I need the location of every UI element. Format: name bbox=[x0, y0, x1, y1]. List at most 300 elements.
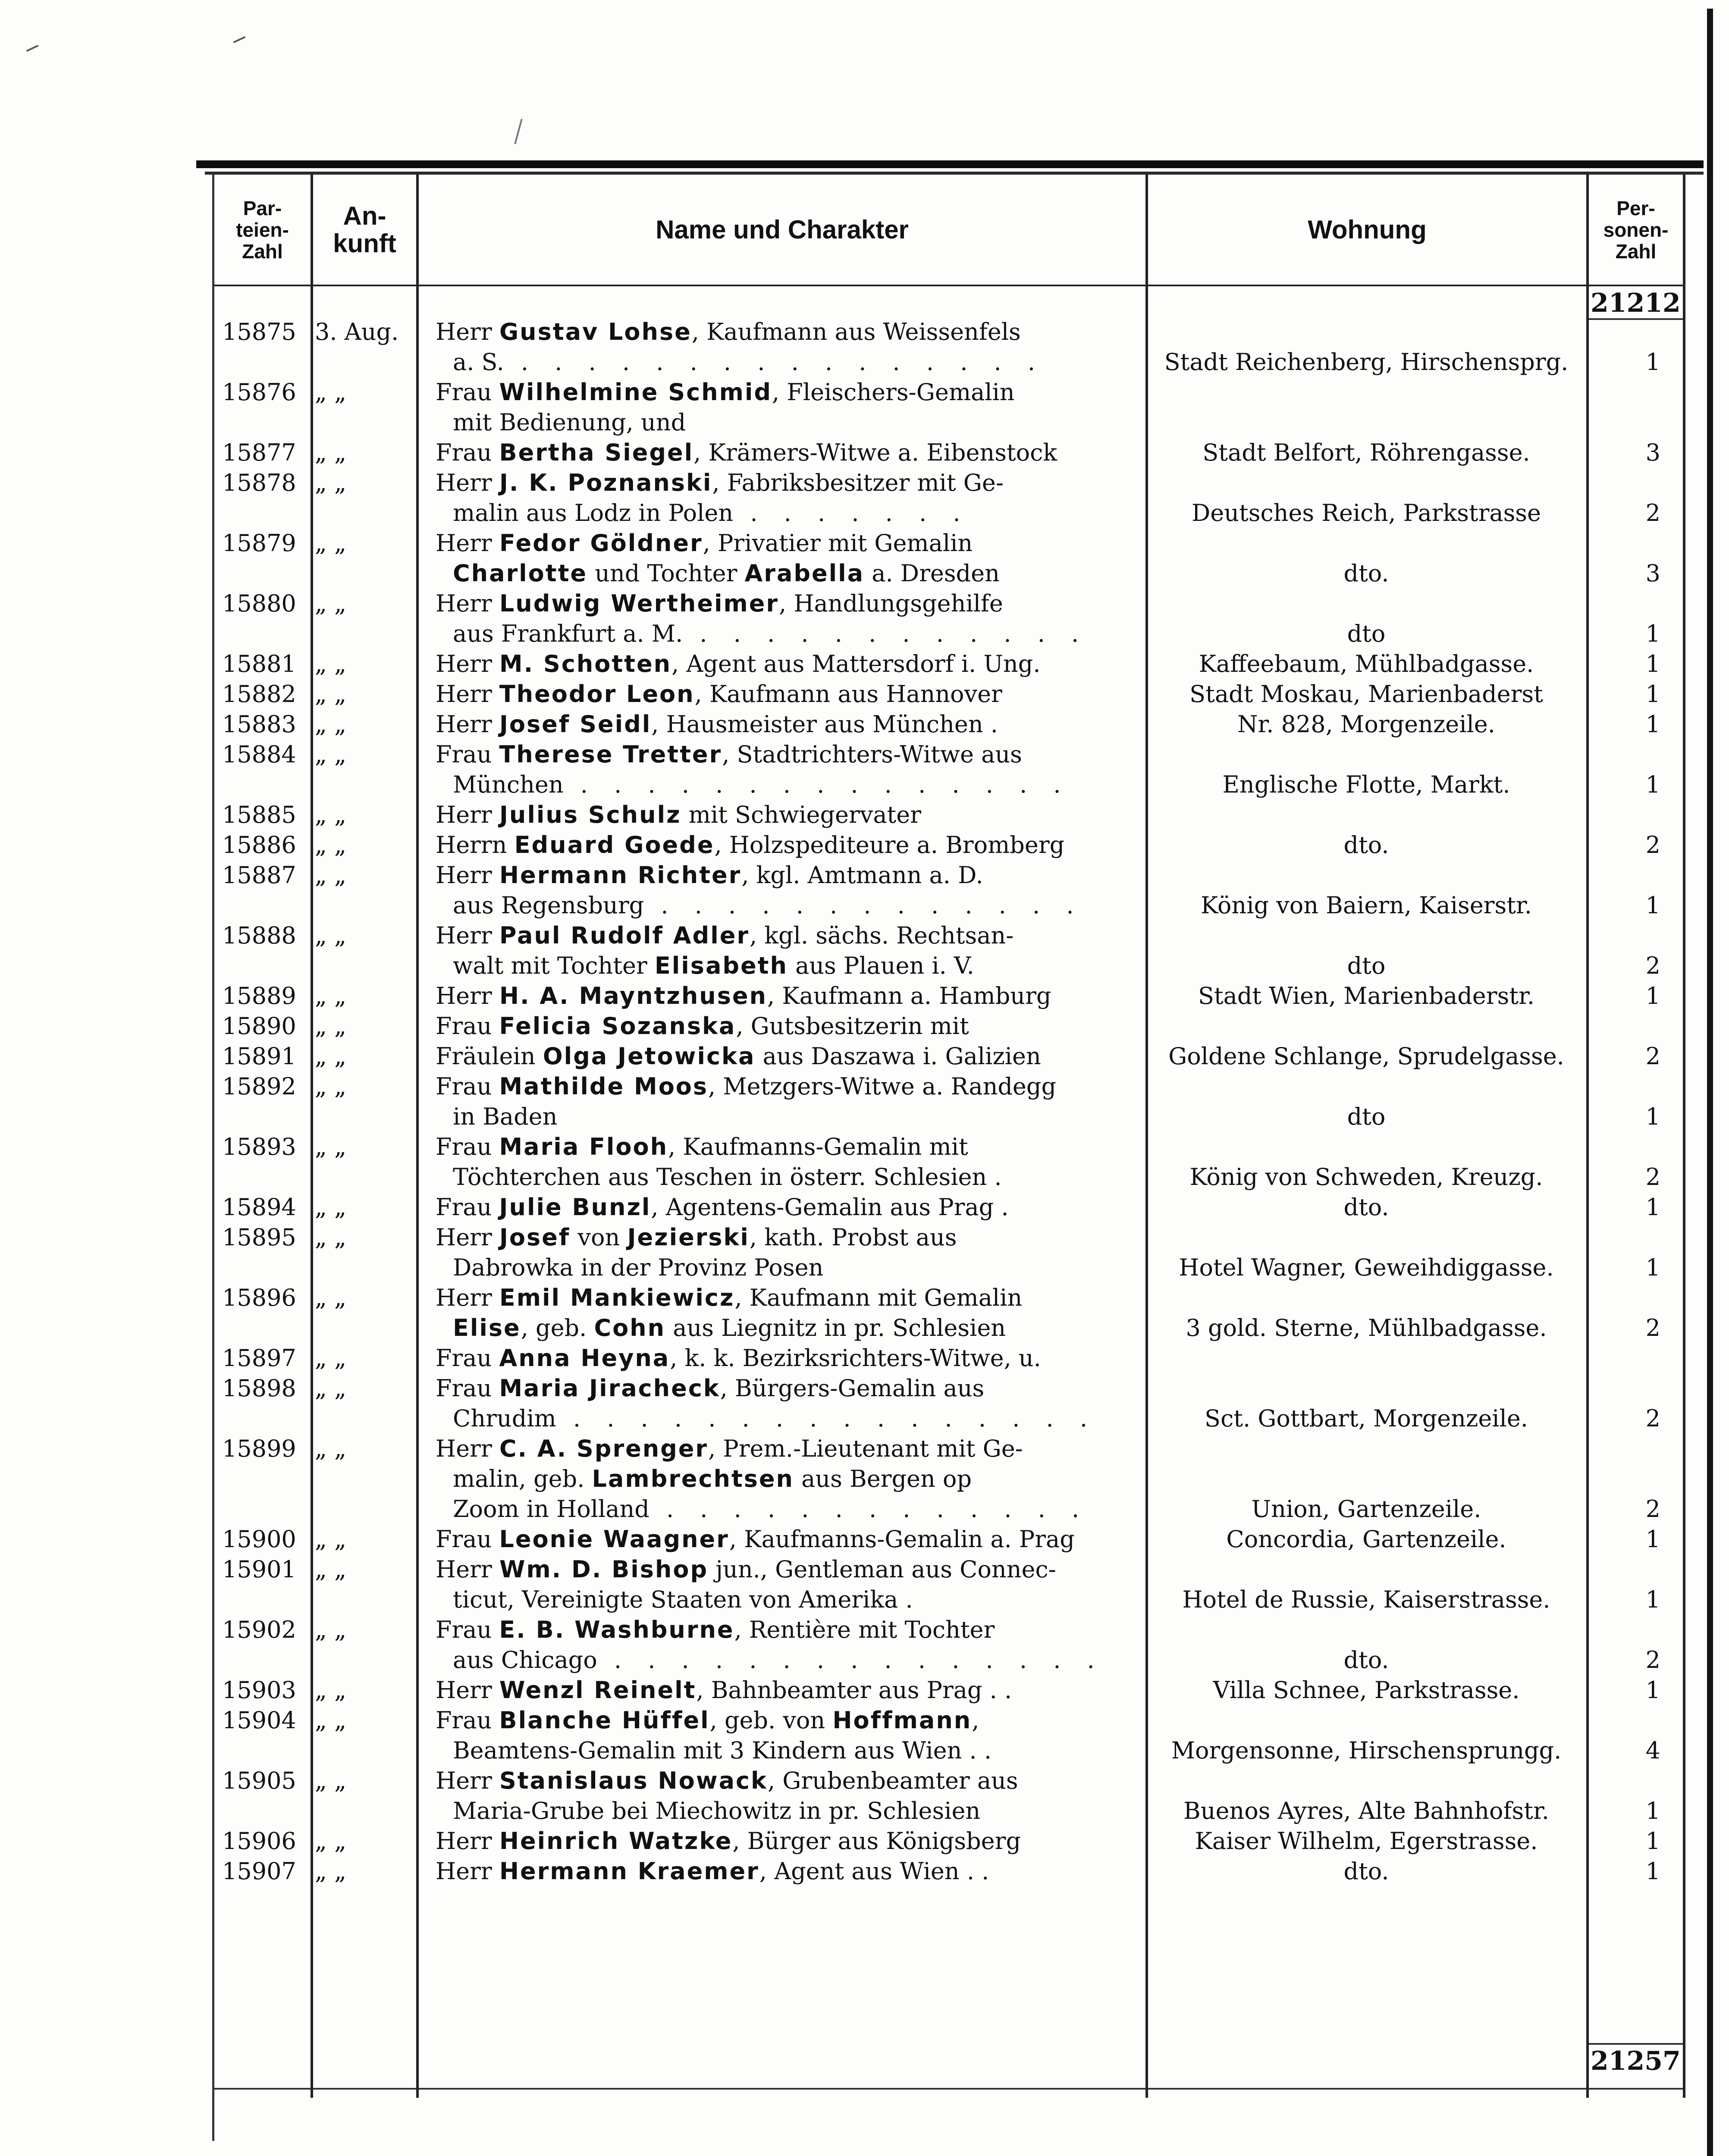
arrival-date: „ „ bbox=[315, 922, 347, 949]
arrival-date: „ „ bbox=[315, 1556, 347, 1583]
person-count: 1 bbox=[1645, 1194, 1660, 1221]
guest-name: Elisabeth bbox=[654, 952, 788, 979]
residence: Kaiser Wilhelm, Egerstrasse. bbox=[1195, 1827, 1538, 1855]
party-number: 15886 bbox=[222, 831, 296, 859]
entry-text: aus Frankfurt a. M. bbox=[453, 620, 683, 647]
name-and-character bbox=[436, 1373, 1143, 1434]
party-number: 15887 bbox=[222, 862, 296, 889]
party-number: 15903 bbox=[222, 1677, 296, 1704]
entry-text: Herr bbox=[436, 1767, 499, 1794]
person-count: 2 bbox=[1645, 952, 1660, 979]
residence: dto bbox=[1347, 620, 1386, 647]
arrival-date: „ „ bbox=[315, 1043, 347, 1070]
residence: 3 gold. Sterne, Mühlbadgasse. bbox=[1186, 1314, 1547, 1341]
guest-name: Hermann Richter bbox=[499, 862, 742, 889]
guest-name: H. A. Mayntzhusen bbox=[499, 982, 767, 1009]
arrival-date: „ „ bbox=[315, 1012, 347, 1040]
leader-dots: . . . . . . . . . . . . . . . . bbox=[556, 1405, 1097, 1432]
entry-text: München bbox=[453, 771, 564, 798]
person-count: 1 bbox=[1645, 620, 1660, 647]
arrival-date: „ „ bbox=[315, 439, 347, 466]
entry-line bbox=[436, 1434, 1143, 1464]
leader-dots: . . . . . . . . . . . . . . . bbox=[597, 1646, 1104, 1673]
entry-line bbox=[436, 589, 1143, 619]
name-and-character bbox=[436, 649, 1143, 679]
guest-name: Eduard Goede bbox=[514, 831, 715, 859]
entry-line bbox=[436, 951, 1143, 981]
guest-name: Olga Jetowicka bbox=[543, 1043, 756, 1070]
name-and-character bbox=[436, 1192, 1143, 1222]
entry-text: Herr bbox=[436, 1827, 499, 1855]
entry-text: , Agent aus Mattersdorf i. Ung. bbox=[672, 650, 1041, 677]
entry-line bbox=[436, 800, 1143, 830]
entry-text: , Agentens-Gemalin aus Prag . bbox=[651, 1194, 1009, 1221]
name-and-character bbox=[436, 800, 1143, 830]
name-and-character bbox=[436, 1132, 1143, 1192]
entry-text: Herr bbox=[436, 530, 499, 557]
entry-text: Herr bbox=[436, 650, 499, 677]
entry-text: Herr bbox=[436, 1677, 499, 1704]
entry-text: von bbox=[570, 1224, 628, 1251]
guest-name: E. B. Washburne bbox=[499, 1616, 734, 1643]
entry-text: aus Chicago bbox=[453, 1646, 597, 1673]
entry-text: und Tochter bbox=[587, 560, 745, 587]
guest-name: Charlotte bbox=[453, 560, 588, 587]
residence: Hotel Wagner, Geweihdiggasse. bbox=[1179, 1254, 1554, 1281]
residence: dto bbox=[1347, 1103, 1386, 1130]
guest-name: Arabella bbox=[744, 560, 865, 587]
party-number: 15897 bbox=[222, 1344, 296, 1372]
entry-line bbox=[436, 1766, 1143, 1796]
arrival-date: „ „ bbox=[315, 1616, 347, 1643]
arrival-date: „ „ bbox=[315, 650, 347, 677]
entry-line bbox=[436, 347, 1143, 377]
name-and-character bbox=[436, 981, 1143, 1011]
entry-text: ticut, Vereinigte Staaten von Amerika . bbox=[453, 1586, 913, 1613]
guest-name: Gustav Lohse bbox=[499, 318, 692, 345]
entry-text: Frau bbox=[436, 1375, 499, 1402]
entry-text: jun., Gentleman aus Connec- bbox=[708, 1556, 1056, 1583]
entry-text: Dabrowka in der Provinz Posen bbox=[453, 1254, 824, 1281]
person-count: 1 bbox=[1645, 680, 1660, 708]
entry-text: Herr bbox=[436, 318, 499, 345]
entry-line bbox=[436, 1675, 1143, 1705]
arrival-date: „ „ bbox=[315, 1827, 347, 1855]
guest-name: Elise bbox=[453, 1314, 521, 1341]
entry-text: walt mit Tochter bbox=[453, 952, 655, 979]
entry-line bbox=[436, 1162, 1143, 1192]
entry-line bbox=[436, 740, 1143, 770]
entry-text: , Privatier mit Gemalin bbox=[703, 530, 973, 557]
guest-name: Jezierski bbox=[627, 1224, 750, 1251]
carry-over-total: 21212 bbox=[1591, 288, 1681, 318]
entry-text: a. S. bbox=[453, 348, 504, 376]
person-count: 1 bbox=[1645, 1858, 1660, 1885]
entry-text: , geb. bbox=[521, 1314, 594, 1341]
header-arrival: An- kunft bbox=[333, 201, 396, 258]
entry-line bbox=[436, 1313, 1143, 1343]
arrival-date: „ „ bbox=[315, 1707, 347, 1734]
name-and-character bbox=[436, 1615, 1143, 1675]
person-count: 2 bbox=[1645, 1163, 1660, 1191]
residence: Sct. Gottbart, Morgenzeile. bbox=[1205, 1405, 1528, 1432]
name-and-character bbox=[436, 468, 1143, 528]
entry-line bbox=[436, 1102, 1143, 1132]
residence: Buenos Ayres, Alte Bahnhofstr. bbox=[1183, 1797, 1549, 1824]
party-number: 15875 bbox=[222, 318, 296, 345]
entry-text: Frau bbox=[436, 1344, 499, 1372]
final-total: 21257 bbox=[1591, 2046, 1681, 2076]
leader-dots: . . . . . . . bbox=[733, 499, 970, 526]
entry-line bbox=[436, 1222, 1143, 1253]
entry-line bbox=[436, 468, 1143, 498]
entry-line bbox=[436, 770, 1143, 800]
residence: dto bbox=[1347, 952, 1386, 979]
entry-line bbox=[436, 1373, 1143, 1404]
party-number: 15899 bbox=[222, 1435, 296, 1462]
entry-text: Herr bbox=[436, 1858, 499, 1885]
column-divider bbox=[1683, 175, 1685, 2098]
person-count: 1 bbox=[1645, 1526, 1660, 1553]
entry-text: malin aus Lodz in Polen bbox=[453, 499, 734, 526]
header-bottom-rule bbox=[214, 285, 1685, 286]
entry-line bbox=[436, 921, 1143, 951]
entry-line bbox=[436, 1796, 1143, 1826]
arrival-date: „ „ bbox=[315, 1194, 347, 1221]
entry-line bbox=[436, 1253, 1143, 1283]
entry-line bbox=[436, 619, 1143, 649]
entry-text: a. Dresden bbox=[864, 560, 1000, 587]
entry-text: Frau bbox=[436, 741, 499, 768]
party-number: 15882 bbox=[222, 680, 296, 708]
guest-name: Julie Bunzl bbox=[499, 1194, 651, 1221]
guest-name: Josef Seidl bbox=[499, 711, 652, 738]
entry-line bbox=[436, 1494, 1143, 1524]
entry-line bbox=[436, 1524, 1143, 1554]
entry-line bbox=[436, 317, 1143, 347]
guest-name: C. A. Sprenger bbox=[499, 1435, 709, 1462]
guest-name: Cohn bbox=[594, 1314, 666, 1341]
entry-line bbox=[436, 438, 1143, 468]
entry-text: Frau bbox=[436, 1133, 499, 1160]
leader-dots: . . . . . . . . . . . . . bbox=[644, 892, 1083, 919]
entry-line bbox=[436, 1192, 1143, 1222]
leader-dots: . . . . . . . . . . . . . . . . bbox=[504, 348, 1045, 376]
entry-line bbox=[436, 1856, 1143, 1887]
person-count: 2 bbox=[1645, 1405, 1660, 1432]
guest-name: Anna Heyna bbox=[499, 1344, 670, 1372]
arrival-date: „ „ bbox=[315, 1677, 347, 1704]
residence: dto. bbox=[1343, 831, 1389, 859]
name-and-character bbox=[436, 589, 1143, 649]
header-name-character: Name und Charakter bbox=[656, 215, 909, 244]
table-bottom-rule bbox=[214, 2088, 1685, 2090]
guest-name: Heinrich Watzke bbox=[499, 1827, 733, 1855]
entry-text: Frau bbox=[436, 1526, 499, 1553]
party-number: 15907 bbox=[222, 1858, 296, 1885]
guest-name: Ludwig Wertheimer bbox=[499, 590, 779, 617]
entry-line bbox=[436, 1283, 1143, 1313]
entry-text: Herr bbox=[436, 801, 499, 828]
person-count: 3 bbox=[1645, 560, 1660, 587]
residence: Morgensonne, Hirschensprungg. bbox=[1171, 1737, 1562, 1764]
name-and-character bbox=[436, 1283, 1143, 1343]
entry-text: , Agent aus Wien . . bbox=[759, 1858, 989, 1885]
residence: Stadt Moskau, Marienbaderst bbox=[1189, 680, 1543, 708]
residence: Deutsches Reich, Parkstrasse bbox=[1192, 499, 1541, 526]
guest-name: Therese Tretter bbox=[499, 741, 722, 768]
entry-text: aus Regensburg bbox=[453, 892, 644, 919]
residence: Kaffeebaum, Mühlbadgasse. bbox=[1199, 650, 1534, 677]
person-count: 1 bbox=[1645, 1827, 1660, 1855]
page-edge-right bbox=[1707, 9, 1713, 2156]
guest-name: Theodor Leon bbox=[499, 680, 695, 708]
name-and-character bbox=[436, 1524, 1143, 1554]
name-and-character bbox=[436, 1554, 1143, 1615]
entry-text: Herr bbox=[436, 862, 499, 889]
person-count: 1 bbox=[1645, 348, 1660, 376]
residence: dto. bbox=[1343, 1646, 1389, 1673]
person-count: 3 bbox=[1645, 439, 1660, 466]
guest-name: M. Schotten bbox=[499, 650, 672, 677]
entry-text: Frau bbox=[436, 1073, 499, 1100]
leader-dots: . . . . . . . . . . . . bbox=[683, 620, 1089, 647]
name-and-character bbox=[436, 1675, 1143, 1705]
entry-line bbox=[436, 407, 1143, 438]
entry-text: in Baden bbox=[453, 1103, 558, 1130]
entry-text: Frau bbox=[436, 439, 499, 466]
entry-line bbox=[436, 830, 1143, 860]
header-persons: Per- sonen- Zahl bbox=[1603, 197, 1669, 263]
arrival-date: „ „ bbox=[315, 1526, 347, 1553]
name-and-character bbox=[436, 1766, 1143, 1826]
person-count: 1 bbox=[1645, 982, 1660, 1009]
entry-line bbox=[436, 1826, 1143, 1856]
guest-name: Paul Rudolf Adler bbox=[499, 922, 750, 949]
residence: Concordia, Gartenzeile. bbox=[1226, 1526, 1506, 1553]
entry-text: , Kaufmann mit Gemalin bbox=[734, 1284, 1023, 1311]
entry-text: aus Plauen i. V. bbox=[788, 952, 974, 979]
entry-text: Chrudim bbox=[453, 1405, 556, 1432]
name-and-character bbox=[436, 1705, 1143, 1766]
residence: König von Baiern, Kaiserstr. bbox=[1201, 892, 1532, 919]
person-count: 1 bbox=[1645, 1254, 1660, 1281]
entry-line bbox=[436, 1041, 1143, 1072]
entry-text: , Bahnbeamter aus Prag . . bbox=[696, 1677, 1012, 1704]
entry-text: mit Bedienung, und bbox=[453, 409, 686, 436]
entry-text: , Fabriksbesitzer mit Ge- bbox=[712, 469, 1004, 496]
entry-text: Herr bbox=[436, 469, 499, 496]
name-and-character bbox=[436, 1041, 1143, 1072]
arrival-date: „ „ bbox=[315, 1767, 347, 1794]
entry-text: , Kaufmann aus Hannover bbox=[694, 680, 1002, 708]
name-and-character bbox=[436, 709, 1143, 740]
entry-text: Herr bbox=[436, 1435, 499, 1462]
entry-text: , Stadtrichters-Witwe aus bbox=[722, 741, 1022, 768]
guest-name: Wilhelmine Schmid bbox=[499, 379, 772, 406]
arrival-date: „ „ bbox=[315, 1435, 347, 1462]
person-count: 4 bbox=[1645, 1737, 1660, 1764]
entry-text: , Grubenbeamter aus bbox=[767, 1767, 1018, 1794]
party-number: 15878 bbox=[222, 469, 296, 496]
party-number: 15891 bbox=[222, 1043, 296, 1070]
name-and-character bbox=[436, 1856, 1143, 1887]
entry-line bbox=[436, 1645, 1143, 1675]
table-left-border bbox=[212, 175, 214, 2141]
entry-line bbox=[436, 528, 1143, 558]
party-number: 15876 bbox=[222, 379, 296, 406]
guest-name: Maria Jiracheck bbox=[499, 1375, 720, 1402]
entry-line bbox=[436, 1132, 1143, 1162]
table-top-rule-thin bbox=[205, 172, 1704, 175]
entry-text: , Krämers-Witwe a. Eibenstock bbox=[693, 439, 1057, 466]
arrival-date: „ „ bbox=[315, 1133, 347, 1160]
header-party-number: Par- teien- Zahl bbox=[236, 197, 289, 263]
header-residence: Wohnung bbox=[1308, 215, 1427, 244]
arrival-date: „ „ bbox=[315, 1858, 347, 1885]
party-number: 15890 bbox=[222, 1012, 296, 1040]
entry-text: Herr bbox=[436, 680, 499, 708]
guest-name: Wenzl Reinelt bbox=[499, 1677, 697, 1704]
entry-line bbox=[436, 679, 1143, 709]
name-and-character bbox=[436, 1011, 1143, 1041]
leader-dots: . . . . . . . . . . . . . . . bbox=[563, 771, 1070, 798]
party-number: 15880 bbox=[222, 590, 296, 617]
total-overline bbox=[1589, 2043, 1683, 2045]
name-and-character bbox=[436, 1343, 1143, 1373]
arrival-date: „ „ bbox=[315, 379, 347, 406]
entry-text: , Bürgers-Gemalin aus bbox=[720, 1375, 985, 1402]
entry-text: , bbox=[972, 1707, 979, 1734]
name-and-character bbox=[436, 1826, 1143, 1856]
entry-line bbox=[436, 890, 1143, 921]
party-number: 15877 bbox=[222, 439, 296, 466]
guest-name: Mathilde Moos bbox=[499, 1073, 709, 1100]
person-count: 2 bbox=[1645, 1495, 1660, 1523]
person-count: 2 bbox=[1645, 499, 1660, 526]
person-count: 2 bbox=[1645, 831, 1660, 859]
residence: dto. bbox=[1343, 1858, 1389, 1885]
residence: Union, Gartenzeile. bbox=[1251, 1495, 1481, 1523]
entry-line bbox=[436, 1464, 1143, 1494]
party-number: 15885 bbox=[222, 801, 296, 828]
entry-text: Fräulein bbox=[436, 1043, 543, 1070]
entry-text: malin, geb. bbox=[453, 1465, 592, 1492]
arrival-date: „ „ bbox=[315, 680, 347, 708]
entry-text: mit Schwiegervater bbox=[681, 801, 921, 828]
entry-text: , Kaufmanns-Gemalin mit bbox=[668, 1133, 968, 1160]
entry-line bbox=[436, 1705, 1143, 1736]
arrival-date: „ „ bbox=[315, 831, 347, 859]
entry-line bbox=[436, 1585, 1143, 1615]
person-count: 1 bbox=[1645, 1797, 1660, 1824]
residence: Hotel de Russie, Kaiserstrasse. bbox=[1182, 1586, 1550, 1613]
entry-text: , Gutsbesitzerin mit bbox=[736, 1012, 969, 1040]
name-and-character bbox=[436, 679, 1143, 709]
entry-text: , Handlungsgehilfe bbox=[779, 590, 1003, 617]
entry-line bbox=[436, 981, 1143, 1011]
entry-text: , kgl. Amtmann a. D. bbox=[741, 862, 983, 889]
arrival-date: „ „ bbox=[315, 530, 347, 557]
entry-text: , kgl. sächs. Rechtsan- bbox=[749, 922, 1014, 949]
residence: Stadt Reichenberg, Hirschensprg. bbox=[1164, 348, 1569, 376]
residence: Englische Flotte, Markt. bbox=[1222, 771, 1510, 798]
guest-name: Josef bbox=[499, 1224, 571, 1251]
party-number: 15901 bbox=[222, 1556, 296, 1583]
entry-text: Töchterchen aus Teschen in österr. Schlesien . bbox=[453, 1163, 1002, 1191]
entry-text: Zoom in Holland bbox=[453, 1495, 650, 1523]
residence: Stadt Wien, Marienbaderstr. bbox=[1198, 982, 1535, 1009]
leader-dots: . . . . . . . . . . . . . bbox=[649, 1495, 1089, 1523]
arrival-date: „ „ bbox=[315, 590, 347, 617]
entry-text: aus Daszawa i. Galizien bbox=[755, 1043, 1041, 1070]
arrival-date: 3. Aug. bbox=[315, 318, 399, 345]
entry-text: Herr bbox=[436, 982, 499, 1009]
entry-line bbox=[436, 1343, 1143, 1373]
entry-text: , Prem.-Lieutenant mit Ge- bbox=[708, 1435, 1023, 1462]
entry-line bbox=[436, 1554, 1143, 1585]
party-number: 15904 bbox=[222, 1707, 296, 1734]
entry-line bbox=[436, 1404, 1143, 1434]
person-count: 1 bbox=[1645, 771, 1660, 798]
entry-text: Herr bbox=[436, 711, 499, 738]
entry-text: Herr bbox=[436, 1224, 499, 1251]
entry-text: Maria-Grube bei Miechowitz in pr. Schlesien bbox=[453, 1797, 981, 1824]
name-and-character bbox=[436, 317, 1143, 377]
entry-text: , Kaufmanns-Gemalin a. Prag bbox=[729, 1526, 1075, 1553]
scan-mark bbox=[26, 45, 39, 52]
guest-name: Felicia Sozanska bbox=[499, 1012, 736, 1040]
scan-mark bbox=[233, 36, 246, 43]
entry-text: Herrn bbox=[436, 831, 515, 859]
entry-text: , Holzspediteure a. Bromberg bbox=[714, 831, 1065, 859]
name-and-character bbox=[436, 921, 1143, 981]
person-count: 1 bbox=[1645, 1677, 1660, 1704]
residence: Stadt Belfort, Röhrengasse. bbox=[1202, 439, 1530, 466]
entry-text: Herr bbox=[436, 590, 499, 617]
entry-text: , Bürger aus Königsberg bbox=[732, 1827, 1021, 1855]
name-and-character bbox=[436, 438, 1143, 468]
party-number: 15881 bbox=[222, 650, 296, 677]
entry-text: , Kaufmann a. Hamburg bbox=[767, 982, 1051, 1009]
entry-text: Beamtens-Gemalin mit 3 Kindern aus Wien . . bbox=[453, 1737, 992, 1764]
guest-name: Blanche Hüffel bbox=[499, 1707, 710, 1734]
name-and-character bbox=[436, 740, 1143, 800]
residence: dto. bbox=[1343, 1194, 1389, 1221]
arrival-date: „ „ bbox=[315, 1284, 347, 1311]
party-number: 15906 bbox=[222, 1827, 296, 1855]
party-number: 15896 bbox=[222, 1284, 296, 1311]
person-count: 1 bbox=[1645, 892, 1660, 919]
entry-text: Frau bbox=[436, 1194, 499, 1221]
person-count: 1 bbox=[1645, 1103, 1660, 1130]
person-count: 2 bbox=[1645, 1646, 1660, 1673]
guest-name: Hoffmann bbox=[832, 1707, 972, 1734]
entry-line bbox=[436, 1011, 1143, 1041]
residence: dto. bbox=[1343, 560, 1389, 587]
entry-line bbox=[436, 1736, 1143, 1766]
party-number: 15902 bbox=[222, 1616, 296, 1643]
entry-text: aus Bergen op bbox=[794, 1465, 972, 1492]
arrival-date: „ „ bbox=[315, 469, 347, 496]
entry-text: , Fleischers-Gemalin bbox=[772, 379, 1015, 406]
name-and-character bbox=[436, 377, 1143, 438]
guest-name: Lambrechtsen bbox=[592, 1465, 794, 1492]
party-number: 15892 bbox=[222, 1073, 296, 1100]
entry-text: aus Liegnitz in pr. Schlesien bbox=[665, 1314, 1006, 1341]
party-number: 15893 bbox=[222, 1133, 296, 1160]
party-number: 15905 bbox=[222, 1767, 296, 1794]
